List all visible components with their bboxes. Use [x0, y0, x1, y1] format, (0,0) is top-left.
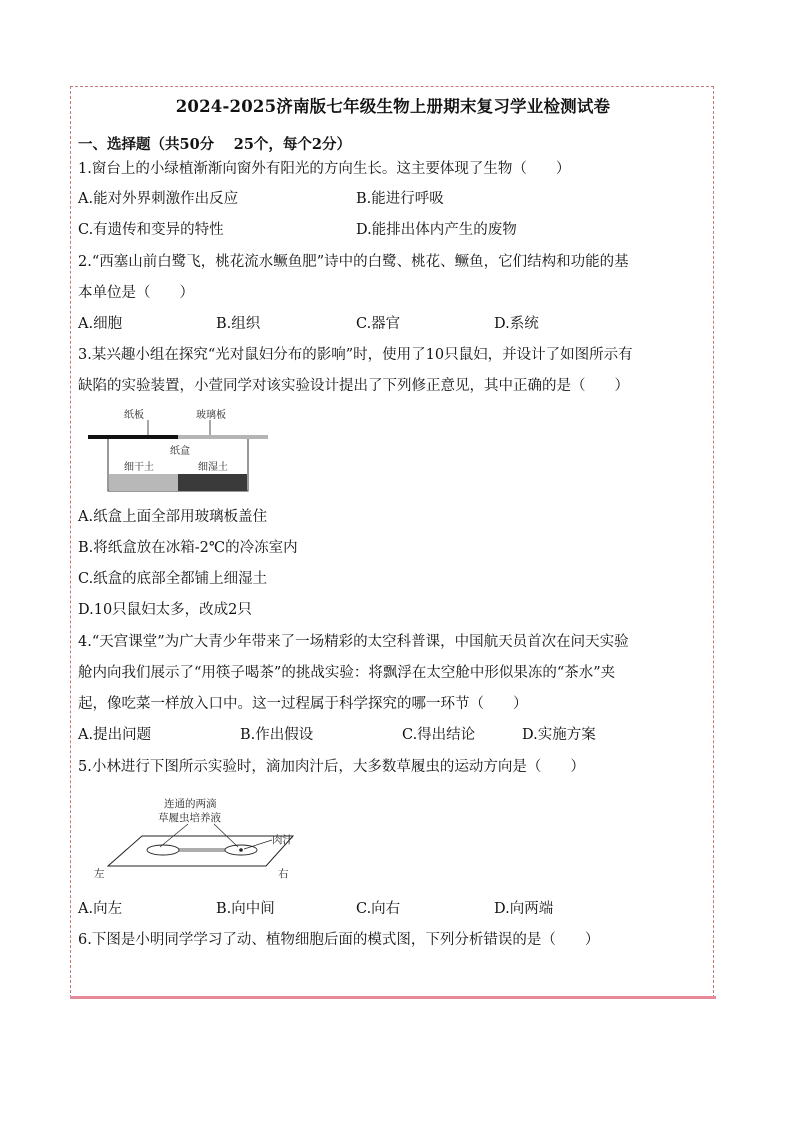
question-4-option-a: A.提出问题 — [78, 727, 152, 743]
question-3-option-b: B.将纸盒放在冰箱-2℃的冷冻室内 — [78, 540, 298, 556]
question-5-stem: 5.小林进行下图所示实验时，滴加肉汁后，大多数草履虫的运动方向是（ ） — [78, 759, 585, 775]
question-3-stem-line1: 3.某兴趣小组在探究“光对鼠妇分布的影响”时，使用了10只鼠妇，并设计了如图所示有 — [78, 347, 633, 363]
question-2-stem-line1: 2.“西塞山前白鹭飞，桃花流水鳜鱼肥”诗中的白鹭、桃花、鳜鱼，它们结构和功能的基 — [78, 254, 629, 270]
paramecium-experiment-figure — [88, 794, 298, 880]
question-1-option-b: B.能进行呼吸 — [356, 191, 444, 207]
paper-box-label: 纸盒 — [170, 446, 190, 457]
question-1-option-c: C.有遗传和变异的特性 — [78, 222, 224, 238]
question-5-option-b: B.向中间 — [216, 901, 275, 917]
question-1-option-d: D.能排出体内产生的废物 — [356, 222, 517, 238]
wet-soil-label: 细湿土 — [198, 462, 228, 473]
dry-soil-layer — [109, 474, 178, 491]
question-3-option-d: D.10只鼠妇太多，改成2只 — [78, 602, 252, 618]
left-direction-label: 左 — [94, 868, 105, 880]
exam-title: 2024-2025济南版七年级生物上册期末复习学业检测试卷 — [175, 97, 611, 116]
question-2-option-b: B.组织 — [216, 316, 261, 332]
question-2-option-d: D.系统 — [494, 316, 539, 332]
question-3-stem-line2: 缺陷的实验装置，小萱同学对该实验设计提出了下列修正意见，其中正确的是（ ） — [78, 378, 629, 394]
question-4-stem-line1: 4.“天宫课堂”为广大青少年带来了一场精彩的太空科普课，中国航天员首次在问天实验 — [78, 634, 629, 650]
question-2-option-c: C.器官 — [356, 316, 401, 332]
question-3-option-a: A.纸盒上面全部用玻璃板盖住 — [78, 509, 268, 525]
question-5-option-d: D.向两端 — [494, 901, 554, 917]
wet-soil-layer — [178, 474, 247, 491]
question-1-option-a: A.能对外界刺激作出反应 — [78, 191, 239, 207]
dry-soil-label: 细干土 — [124, 462, 154, 473]
broth-leader — [244, 840, 272, 849]
broth-drop — [239, 848, 243, 852]
paper-board — [88, 435, 178, 439]
question-3-option-c: C.纸盒的底部全都铺上细湿土 — [78, 571, 268, 587]
bottom-divider — [70, 996, 716, 999]
question-4-option-c: C.得出结论 — [402, 727, 476, 743]
question-2-stem-line2: 本单位是（ ） — [78, 285, 194, 301]
question-5-option-a: A.向左 — [78, 901, 123, 917]
glass-board-label: 玻璃板 — [196, 410, 226, 421]
broth-label: 肉汁 — [272, 834, 293, 846]
drops-label-line2: 草履虫培养液 — [158, 812, 221, 824]
left-drop — [147, 845, 179, 855]
glass-board — [178, 435, 268, 439]
woodlouse-experiment-figure — [86, 404, 270, 494]
question-4-stem-line2: 舱内向我们展示了“用筷子喝茶”的挑战实验：将飘浮在太空舱中形似果冻的“茶水”夹 — [78, 665, 616, 681]
question-4-stem-line3: 起，像吃菜一样放入口中。这一过程属于科学探究的哪一环节（ ） — [78, 696, 528, 712]
right-direction-label: 右 — [278, 868, 289, 880]
question-6-stem: 6.下图是小明同学学习了动、植物细胞后面的模式图，下列分析错误的是（ ） — [78, 932, 600, 948]
question-1-stem: 1.窗台上的小绿植渐渐向窗外有阳光的方向生长。这主要体现了生物（ ） — [78, 161, 571, 177]
question-5-option-c: C.向右 — [356, 901, 401, 917]
paper-board-label: 纸板 — [124, 410, 144, 421]
question-2-option-a: A.细胞 — [78, 316, 123, 332]
drops-label-line1: 连通的两滴 — [164, 798, 217, 810]
section-heading: 一、选择题（共50分 25个，每个2分） — [78, 136, 351, 153]
question-4-option-d: D.实施方案 — [522, 727, 596, 743]
question-4-option-b: B.作出假设 — [240, 727, 314, 743]
